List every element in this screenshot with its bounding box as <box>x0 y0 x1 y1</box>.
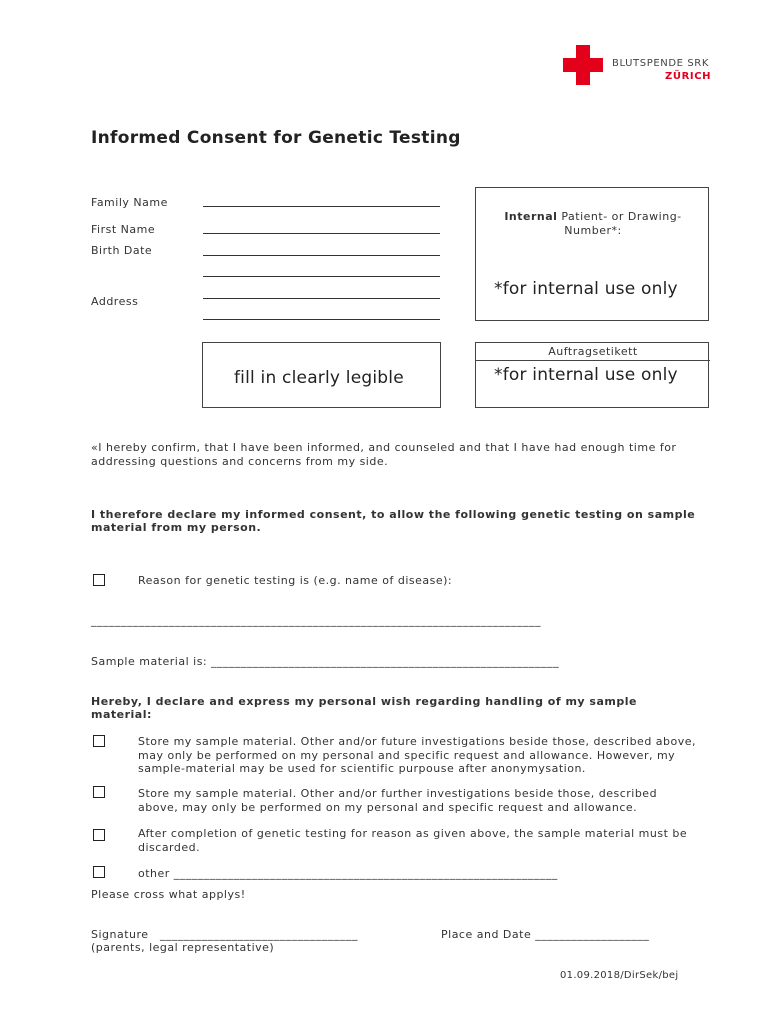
address-field-line3[interactable] <box>203 319 440 320</box>
option2-line2: above, may only be performed on my personal and specific request and allowance. <box>138 801 638 814</box>
option2-checkbox[interactable] <box>93 786 105 798</box>
option2-line1: Store my sample material. Other and/or further investigations beside those, described <box>138 787 658 800</box>
reason-field[interactable]: ___________________________________________________________________________ <box>91 614 541 627</box>
address-field-line1[interactable] <box>203 276 440 277</box>
reason-label: Reason for genetic testing is (e.g. name of disease): <box>138 574 453 587</box>
first-name-field[interactable] <box>203 233 440 234</box>
option1-line2: may only be performed on my personal and specific request and allowance. However, my <box>138 749 676 762</box>
internal-number-box <box>475 187 709 321</box>
auftrag-note: *for internal use only <box>494 365 678 385</box>
auftrag-box <box>475 342 709 408</box>
legible-note: fill in clearly legible <box>234 368 404 388</box>
red-cross-icon-bar <box>563 58 603 72</box>
family-name-field[interactable] <box>203 206 440 207</box>
internal-bold-label: Internal <box>504 210 558 223</box>
legible-box <box>202 342 441 408</box>
first-name-label: First Name <box>91 223 156 236</box>
signature-sub-label: (parents, legal representative) <box>91 941 275 954</box>
internal-number-label-line2: Number*: <box>564 224 622 237</box>
wish-text-line1: Hereby, I declare and express my personal wish regarding handling of my sample <box>91 695 637 708</box>
confirm-text-line1: «I hereby confirm, that I have been informed, and counseled and that I have had enough time for <box>91 441 677 454</box>
signature-field[interactable]: _________________________________ <box>160 928 358 941</box>
page-title: Informed Consent for Genetic Testing <box>91 128 461 148</box>
wish-text-line2: material: <box>91 708 152 721</box>
declare-text-line2: material from my person. <box>91 521 262 534</box>
option1-line1: Store my sample material. Other and/or future investigations beside those, described above, <box>138 735 697 748</box>
place-date-field[interactable]: Place and Date ___________________ <box>441 928 650 941</box>
internal-number-label <box>476 210 710 223</box>
option3-line2: discarded. <box>138 841 201 854</box>
internal-label-rest: Patient- or Drawing- <box>557 210 682 223</box>
option4-other-field[interactable]: other ________________________________________________________________ <box>138 867 558 880</box>
address-field-line2[interactable] <box>203 298 440 299</box>
option1-line3: sample-material may be used for scientific purpouse after anonymysation. <box>138 762 586 775</box>
confirm-text-line2: addressing questions and concerns from my side. <box>91 455 389 468</box>
birth-date-label: Birth Date <box>91 244 153 257</box>
birth-date-field[interactable] <box>203 255 440 256</box>
internal-use-note: *for internal use only <box>494 279 678 299</box>
option1-checkbox[interactable] <box>93 735 105 747</box>
sample-material-field[interactable]: Sample material is: __________________________________________________________ <box>91 655 560 668</box>
option3-line1: After completion of genetic testing for reason as given above, the sample material must be <box>138 827 688 840</box>
auftrag-divider <box>476 360 710 361</box>
footer-code: 01.09.2018/DirSek/bej <box>560 970 679 981</box>
option3-checkbox[interactable] <box>93 829 105 841</box>
declare-text-line1: I therefore declare my informed consent, to allow the following genetic testing on sample <box>91 508 696 521</box>
reason-checkbox[interactable] <box>93 574 105 586</box>
option4-checkbox[interactable] <box>93 866 105 878</box>
family-name-label: Family Name <box>91 196 168 209</box>
cross-note: Please cross what applys! <box>91 888 246 901</box>
auftrag-label: Auftragsetikett <box>548 345 638 358</box>
signature-label: Signature <box>91 928 149 941</box>
logo-name-line2: ZÜRICH <box>665 71 712 82</box>
address-label: Address <box>91 295 139 308</box>
logo-name-line1: BLUTSPENDE SRK <box>612 58 709 69</box>
